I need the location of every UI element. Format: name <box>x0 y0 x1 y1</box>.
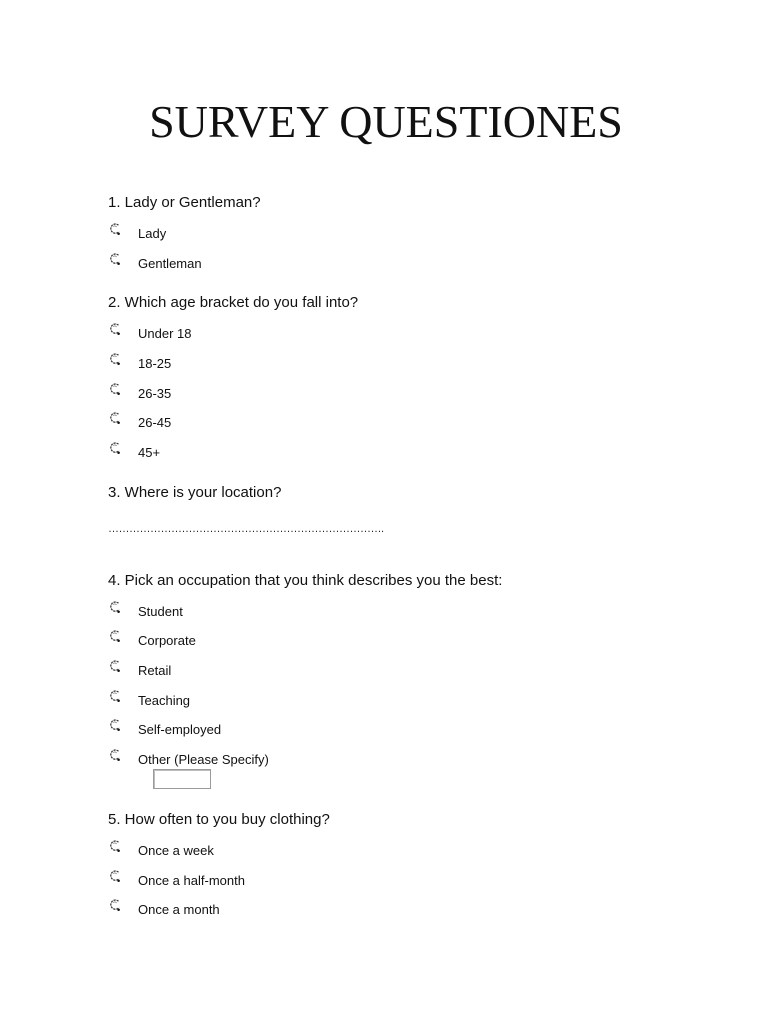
radio-button-icon[interactable] <box>108 659 122 675</box>
option-row[interactable] <box>108 254 508 276</box>
question-4: 4. Pick an occupation that you think describes you the best: <box>108 572 503 589</box>
option-row[interactable] <box>108 900 508 922</box>
question-2: 2. Which age bracket do you fall into? <box>108 294 359 311</box>
option-row[interactable] <box>108 631 508 653</box>
option-label: 26-35 <box>138 386 172 401</box>
radio-button-icon[interactable] <box>108 252 122 268</box>
radio-button-icon[interactable] <box>108 411 122 427</box>
option-row[interactable] <box>108 661 508 683</box>
option-label: 45+ <box>138 445 161 460</box>
location-answer-line[interactable]: ……………………………………………………………………. <box>108 523 384 535</box>
radio-button-icon[interactable] <box>108 382 122 398</box>
option-row[interactable] <box>108 324 508 346</box>
option-row[interactable] <box>108 720 508 742</box>
other-specify-input[interactable] <box>153 769 211 789</box>
option-row[interactable] <box>108 354 508 376</box>
option-row[interactable] <box>108 443 508 465</box>
option-label: 18-25 <box>138 356 172 371</box>
option-row[interactable] <box>108 691 508 713</box>
radio-button-icon[interactable] <box>108 689 122 705</box>
option-label: Under 18 <box>138 326 192 341</box>
option-label: Once a half-month <box>138 873 245 888</box>
radio-button-icon[interactable] <box>108 718 122 734</box>
option-label: Lady <box>138 226 167 241</box>
option-row[interactable] <box>108 841 508 863</box>
question-3: 3. Where is your location? <box>108 484 282 501</box>
option-row[interactable] <box>108 413 508 435</box>
question-1: 1. Lady or Gentleman? <box>108 194 261 211</box>
radio-button-icon[interactable] <box>108 600 122 616</box>
option-row[interactable] <box>108 871 508 893</box>
option-label: Once a month <box>138 902 220 917</box>
option-label: Other (Please Specify) <box>138 752 269 767</box>
page-title: SURVEY QUESTIONES <box>149 96 623 147</box>
question-5: 5. How often to you buy clothing? <box>108 811 330 828</box>
option-label: Gentleman <box>138 256 202 271</box>
radio-button-icon[interactable] <box>108 869 122 885</box>
option-label: 26-45 <box>138 415 172 430</box>
radio-button-icon[interactable] <box>108 222 122 238</box>
option-row[interactable] <box>108 384 508 406</box>
option-label: Retail <box>138 663 172 678</box>
radio-button-icon[interactable] <box>108 748 122 764</box>
option-row[interactable] <box>108 224 508 246</box>
option-row[interactable] <box>108 602 508 624</box>
option-label: Teaching <box>138 693 191 708</box>
radio-button-icon[interactable] <box>108 629 122 645</box>
radio-button-icon[interactable] <box>108 322 122 338</box>
option-label: Student <box>138 604 183 619</box>
radio-button-icon[interactable] <box>108 839 122 855</box>
option-label: Once a week <box>138 843 214 858</box>
option-label: Corporate <box>138 633 196 648</box>
radio-button-icon[interactable] <box>108 352 122 368</box>
option-label: Self-employed <box>138 722 222 737</box>
radio-button-icon[interactable] <box>108 441 122 457</box>
radio-button-icon[interactable] <box>108 898 122 914</box>
